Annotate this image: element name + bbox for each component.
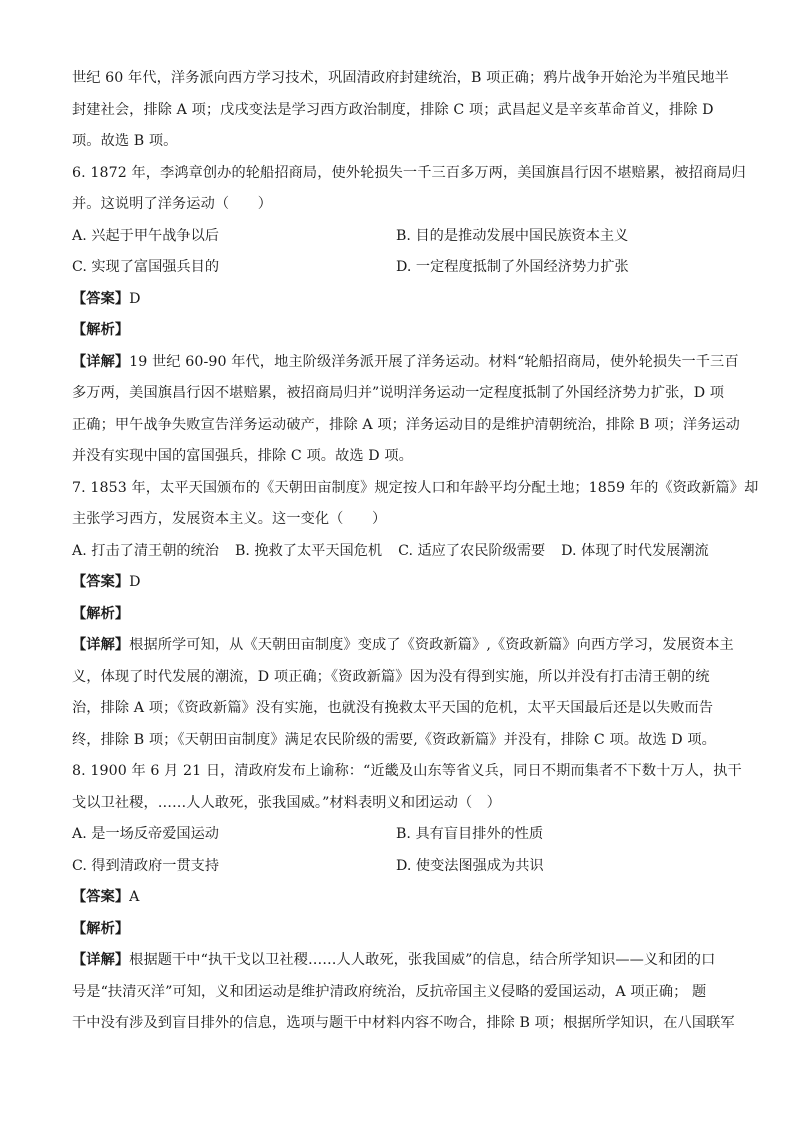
- q7-option-d: D. 体现了时代发展潮流: [561, 542, 709, 559]
- q7-detail-line: 义，体现了时代发展的潮流，D 项正确；《资政新篇》因为没有得到实施，所以并没有打击清王朝的统: [72, 668, 710, 685]
- analysis-label: 【解析】: [72, 920, 130, 937]
- q6-detail-line: 并没有实现中国的富国强兵，排除 C 项。故选 D 项。: [72, 448, 413, 464]
- q6-option-d: D. 一定程度抵制了外国经济势力扩张: [396, 259, 629, 275]
- q7-option-c: C. 适应了农民阶级需要: [398, 542, 546, 559]
- q8-stem-line: 8. 1900 年 6 月 21 日，清政府发布上谕称：“近畿及山东等省义兵，同日不期而集者不下数十万人，执干: [72, 763, 742, 779]
- q6-options-row: [72, 221, 724, 253]
- detail-text: 根据题干中“执干戈以卫社稷……人人敢死，张我国威”的信息，结合所学知识——义和团的口: [129, 952, 716, 968]
- q5-explanation-line: 项。故选 B 项。: [72, 133, 178, 149]
- q6-stem-line: 6. 1872 年，李鸿章创办的轮船招商局，使外轮损失一千三百多万两，美国旗昌行因不堪赔累，被招商局归: [72, 164, 746, 181]
- q8-option-b: B. 具有盲目排外的性质: [396, 826, 544, 842]
- q7-detail-line: 治，排除 A 项；《资政新篇》没有实施，也就没有挽救太平天国的危机，太平天国最后还是以失败而告: [72, 700, 714, 716]
- q7-detail-line: [72, 630, 734, 662]
- q8-answer: [72, 882, 724, 914]
- q6-option-c: C. 实现了富国强兵目的: [72, 259, 220, 275]
- q7-detail-line: 终，排除 B 项；《天朝田亩制度》满足农民阶级的需要,《资政新篇》并没有，排除 C 项。故选 D 项。: [72, 731, 716, 748]
- q6-detail-line: [72, 347, 739, 379]
- q8-detail-line: 号是“扶清灭洋”可知，义和团运动是维护清政府统治，反抗帝国主义侵略的爱国运动，A 项正确； 题: [72, 983, 707, 1000]
- q7-stem-line: 主张学习西方，发展资本主义。这一变化（ ）: [72, 511, 387, 527]
- q8-option-c: C. 得到清政府一贯支持: [72, 857, 220, 874]
- q8-stem-line: 戈以卫社稷，……人人敢死，张我国威。”材料表明义和团运动（ ）: [72, 794, 501, 811]
- answer-value: D: [129, 574, 141, 590]
- detail-label: 【详解】: [72, 353, 130, 370]
- answer-label: 【答案】: [72, 889, 130, 905]
- q8-options-row: [72, 819, 724, 851]
- answer-label: 【答案】: [72, 574, 130, 590]
- q8-detail-line: [72, 945, 724, 977]
- q5-explanation-line: 世纪 60 年代，洋务派向西方学习技术，巩固清政府封建统治，B 项正确；鸦片战争开始沦为半殖民地半: [72, 70, 729, 86]
- q7-answer: [72, 567, 724, 599]
- q7-option-a: A. 打击了清王朝的统治: [72, 542, 219, 559]
- analysis-label: 【解析】: [72, 605, 130, 622]
- answer-value: D: [129, 290, 141, 307]
- q6-option-a: A. 兴起于甲午战争以后: [72, 227, 219, 244]
- q6-answer: [72, 284, 724, 316]
- q6-detail-line: 正确；甲午战争失败宣告洋务运动破产，排除 A 项；洋务运动目的是维护清朝统治，排除 B 项；洋务运动: [72, 416, 740, 433]
- q8-analysis-heading: [72, 914, 724, 946]
- q7-analysis-heading: [72, 599, 724, 631]
- detail-label: 【详解】: [72, 637, 130, 653]
- q6-stem-line: 并。这说明了洋务运动（ ）: [72, 196, 273, 212]
- detail-label: 【详解】: [72, 952, 130, 968]
- answer-label: 【答案】: [72, 290, 130, 307]
- q8-option-a: A. 是一场反帝爱国运动: [72, 826, 219, 842]
- q7-options-row: [72, 536, 724, 568]
- analysis-label: 【解析】: [72, 322, 130, 338]
- answer-value: A: [129, 889, 140, 905]
- document-body: [72, 63, 759, 1040]
- q6-analysis-heading: [72, 315, 724, 347]
- q6-detail-line: 多万两，美国旗昌行因不堪赔累，被招商局归并”说明洋务运动一定程度抵制了外国经济势力扩张，D 项: [72, 385, 725, 401]
- q7-stem-line: 7. 1853 年，太平天国颁布的《天朝田亩制度》规定按人口和年龄平均分配土地；1859 年的《资政新篇》却: [72, 479, 759, 496]
- q8-detail-line: 干中没有涉及到盲目排外的信息，选项与题干中材料内容不吻合，排除 B 项；根据所学知识，在八国联军: [72, 1015, 735, 1031]
- q6-options-row: [72, 252, 724, 284]
- detail-text: 根据所学可知，从《天朝田亩制度》变成了《资政新篇》,《资政新篇》向西方学习，发展资本主: [129, 637, 734, 653]
- detail-text: 19 世纪 60-90 年代，地主阶级洋务派开展了洋务运动。材料“轮船招商局，使外轮损失一千三百: [129, 353, 739, 370]
- q8-options-row: [72, 851, 724, 883]
- q6-option-b: B. 目的是推动发展中国民族资本主义: [396, 227, 629, 244]
- q7-option-b: B. 挽救了太平天国危机: [234, 542, 383, 559]
- q5-explanation-line: 封建社会，排除 A 项；戊戌变法是学习西方政治制度，排除 C 项；武昌起义是辛亥革命首义，排除 D: [72, 101, 714, 118]
- q8-option-d: D. 使变法图强成为共识: [396, 857, 544, 874]
